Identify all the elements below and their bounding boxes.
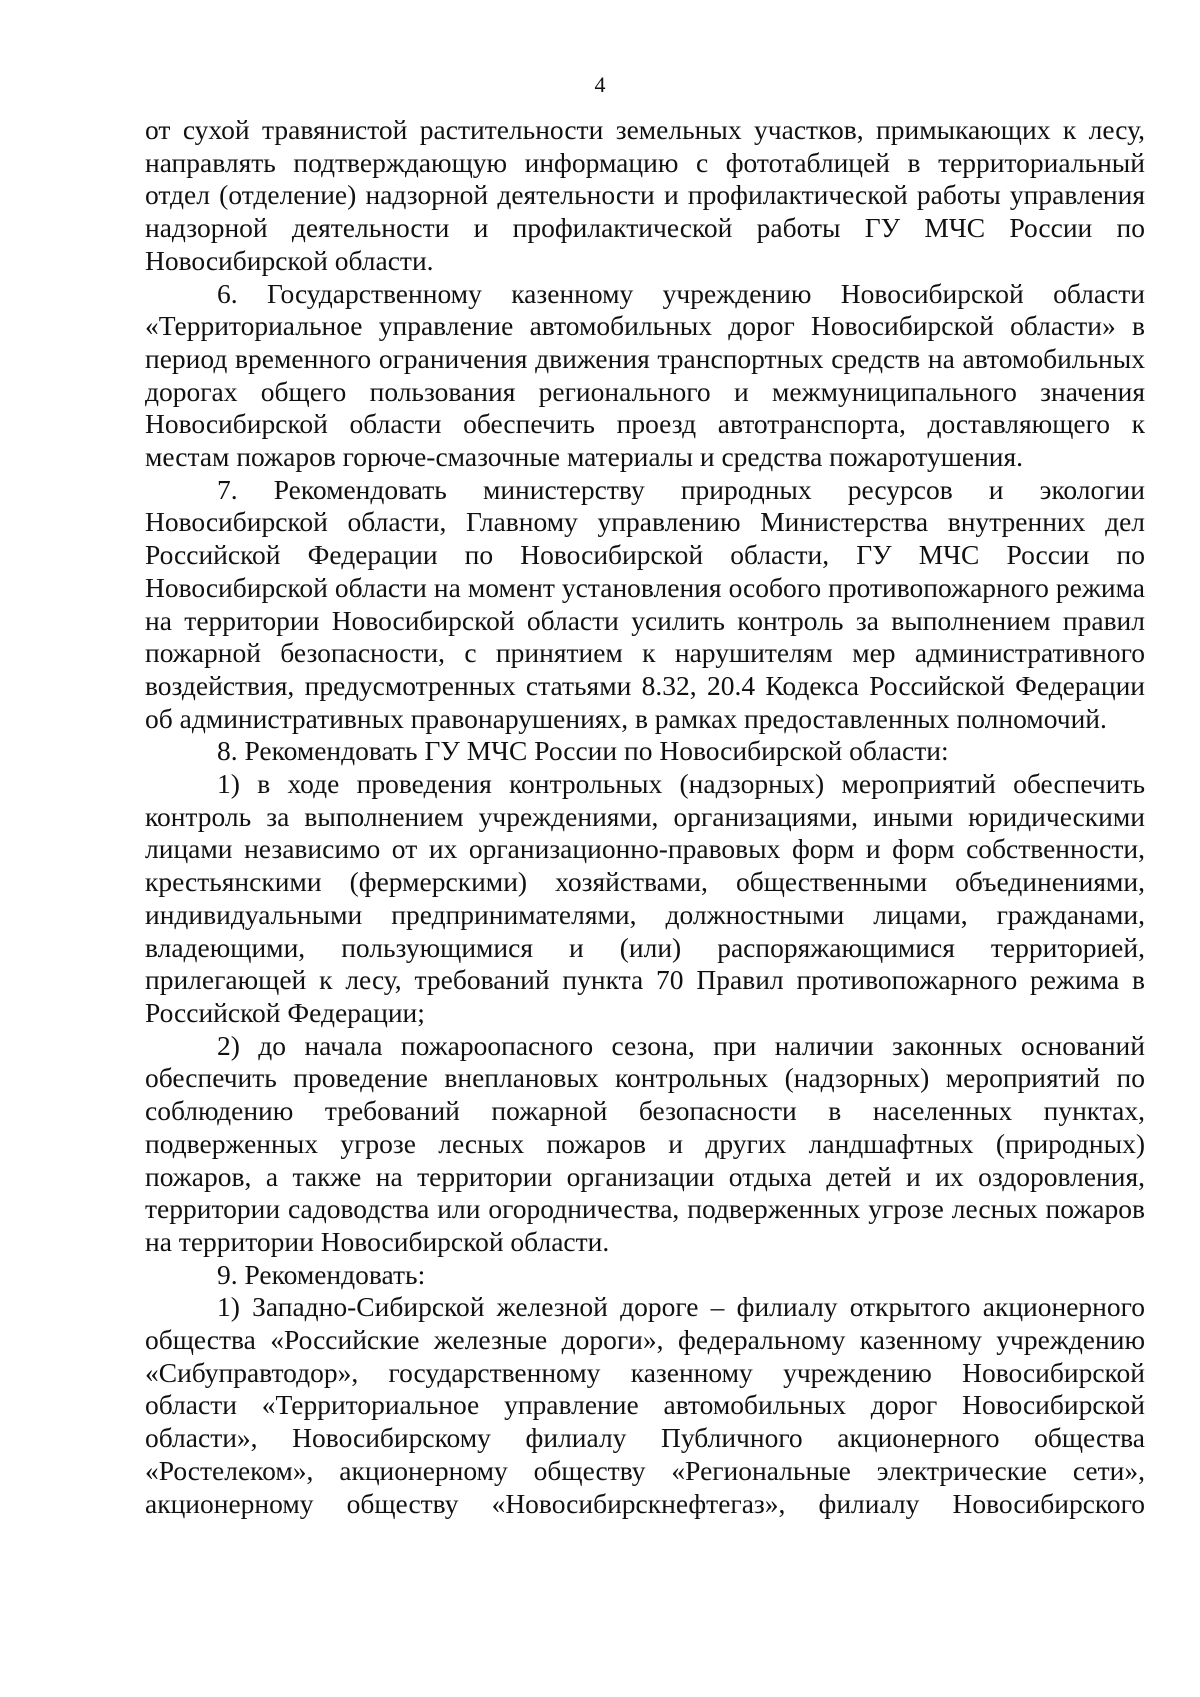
paragraph-item-9: 9. Рекомендовать: <box>217 1258 426 1290</box>
paragraph-item-9-1: 1) Западно-Сибирской железной дороге – филиалу открытого акционерного общества «Российские железные дороги», федеральному казенному учреждению «Сибуправтодор», государственному казенному учреждению Новосибирской области «Территориальное управление автомобильных дорог Новосибирской области», Новосибирскому филиалу Публичного акционерного общества «Ростелеком», акционерному обществу «Региональные электрические сети», акционерному обществу «Новосибирскнефтегаз», филиалу Новосибирского <box>145 1291 1145 1519</box>
paragraph-continuation: от сухой травянистой растительности земельных участков, примыкающих к лесу, направлять подтверждающую информацию с фототаблицей в территориальный отдел (отделение) надзорной деятельности и профилактической работы управления надзорной деятельности и профилактической работы ГУ МЧС России по Новосибирской области. <box>145 114 1145 276</box>
paragraph-item-8-2: 2) до начала пожароопасного сезона, при наличии законных оснований обеспечить проведение внеплановых контрольных (надзорных) мероприятий по соблюдению требований пожарной безопасности в населенных пунктах, подверженных угрозе лесных пожаров и других ландшафтных (природных) пожаров, а также на территории организации отдыха детей и их оздоровления, территории садоводства или огородничества, подверженных угрозе лесных пожаров на территории Новосибирской области. <box>145 1029 1145 1257</box>
paragraph-item-6: 6. Государственному казенному учреждению Новосибирской области «Территориальное управление автомобильных дорог Новосибирской области» в период временного ограничения движения транспортных средств на автомобильных дорогах общего пользования регионального и межмуниципального значения Новосибирской области обеспечить проезд автотранспорта, доставляющего к местам пожаров горюче-смазочные материалы и средства пожаротушения. <box>145 277 1145 473</box>
paragraph-item-7: 7. Рекомендовать министерству природных ресурсов и экологии Новосибирской области, Главному управлению Министерства внутренних дел Российской Федерации по Новосибирской области, ГУ МЧС России по Новосибирской области на момент установления особого противопожарного режима на территории Новосибирской области усилить контроль за выполнением правил пожарной безопасности, с принятием к нарушителям мер административного воздействия, предусмотренных статьями 8.32, 20.4 Кодекса Российской Федерации об административных правонарушениях, в рамках предоставленных полномочий. <box>145 473 1145 734</box>
paragraph-item-8-1: 1) в ходе проведения контрольных (надзорных) мероприятий обеспечить контроль за выполнением учреждениями, организациями, иными юридическими лицами независимо от их организационно-правовых форм и форм собственности, крестьянскими (фермерскими) хозяйствами, общественными объединениями, индивидуальными предпринимателями, должностными лицами, гражданами, владеющими, пользующимися и (или) распоряжающимися территорией, прилегающей к лесу, требований пункта 70 Правил противопожарного режима в Российской Федерации; <box>145 768 1145 1028</box>
paragraph-item-8: 8. Рекомендовать ГУ МЧС России по Новосибирской области: <box>217 735 949 767</box>
document-body <box>145 114 1145 1520</box>
page-number: 4 <box>594 72 606 97</box>
